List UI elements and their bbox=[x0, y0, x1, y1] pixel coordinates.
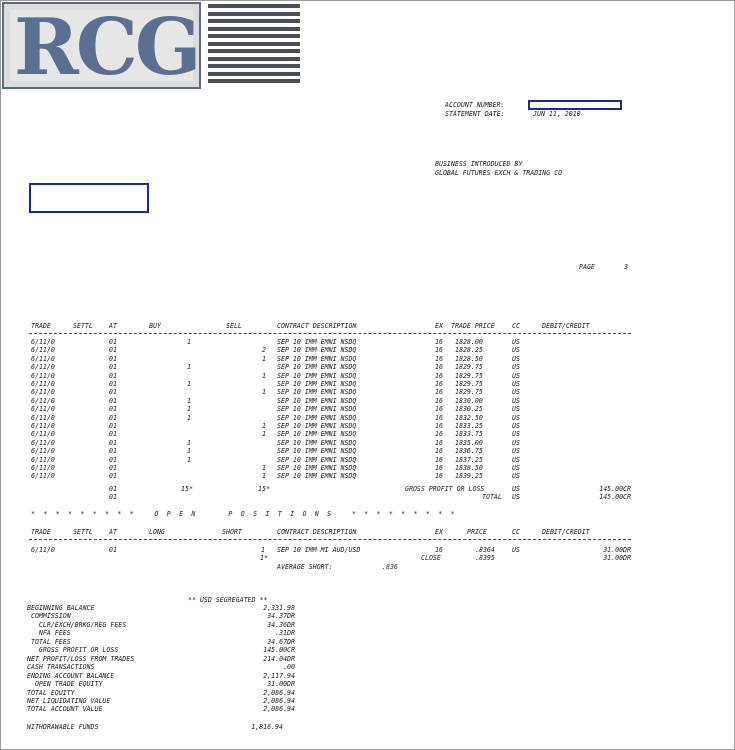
total-cc: US bbox=[512, 493, 520, 501]
trades-header-rule bbox=[29, 333, 631, 336]
summary-label: GROSS PROFIT OR LOSS bbox=[27, 646, 119, 655]
table-row bbox=[1, 447, 735, 455]
summary-line bbox=[1, 697, 735, 705]
header-buy: BUY bbox=[149, 322, 161, 330]
ex-cell: 16 bbox=[435, 396, 443, 405]
open-cc: US bbox=[512, 546, 520, 554]
cc-cell: US bbox=[512, 396, 520, 405]
cc-cell: US bbox=[512, 472, 520, 481]
header-cc: CC bbox=[512, 322, 520, 330]
buy-cell: 1 bbox=[187, 447, 191, 456]
summary-label: COMMISSION bbox=[27, 612, 71, 621]
table-row bbox=[1, 456, 735, 464]
open-close-row bbox=[1, 554, 735, 562]
sell-cell: 1 bbox=[262, 371, 266, 380]
price-cell: 1829.75 bbox=[455, 371, 483, 380]
ex-cell: 16 bbox=[435, 405, 443, 414]
summary-label: NET PROFIT/LOSS FROM TRADES bbox=[27, 654, 135, 663]
ex-cell: 16 bbox=[435, 388, 443, 397]
price-cell: 1829.75 bbox=[455, 380, 483, 388]
summary-value: 2,331.98 bbox=[263, 604, 295, 612]
sell-cell: 1 bbox=[262, 430, 266, 439]
desc-cell: SEP 10 IMM EMNI NSDQ bbox=[277, 396, 357, 405]
summary-label: TOTAL EQUITY bbox=[27, 688, 75, 697]
summary-line bbox=[1, 680, 735, 688]
close-label: CLOSE bbox=[421, 554, 441, 562]
statement-date: JUN 11, 2010 bbox=[533, 110, 581, 118]
ex-cell: 16 bbox=[435, 438, 443, 447]
at-cell: 01 bbox=[109, 438, 117, 447]
cc-cell: US bbox=[512, 430, 520, 439]
price-cell: 1839.25 bbox=[455, 472, 483, 481]
open-amount: 31.00DR bbox=[603, 546, 631, 554]
cc-cell: US bbox=[512, 405, 520, 414]
ex-cell: 16 bbox=[435, 346, 443, 355]
gross-cc: US bbox=[512, 485, 520, 493]
cc-cell: US bbox=[512, 354, 520, 363]
average-short-row bbox=[1, 563, 735, 571]
total-label: TOTAL bbox=[482, 493, 502, 501]
at-cell: 01 bbox=[109, 346, 117, 355]
ex-cell: 16 bbox=[435, 455, 443, 464]
at-cell: 01 bbox=[109, 464, 117, 472]
desc-cell: SEP 10 IMM EMNI NSDQ bbox=[277, 438, 357, 447]
ex-cell: 16 bbox=[435, 338, 443, 346]
total-at: 01 bbox=[109, 493, 117, 501]
summary-value: 214.04DR bbox=[263, 654, 295, 663]
open-header-rule bbox=[29, 539, 631, 542]
summary-value: .31DR bbox=[275, 629, 295, 638]
open-price: .8364 bbox=[475, 546, 495, 554]
sell-cell: 1 bbox=[262, 422, 266, 430]
header-settl: SETTL bbox=[73, 322, 93, 330]
buy-cell: 1 bbox=[187, 455, 191, 464]
table-row bbox=[1, 346, 735, 354]
price-cell: 1829.75 bbox=[455, 388, 483, 397]
table-row bbox=[1, 388, 735, 396]
trade-cell: 6/11/0 bbox=[31, 380, 55, 388]
cc-cell: US bbox=[512, 346, 520, 355]
table-row bbox=[1, 372, 735, 380]
open-at: 01 bbox=[109, 546, 117, 554]
header-sell: SELL bbox=[226, 322, 242, 330]
trade-cell: 6/11/0 bbox=[31, 338, 55, 346]
average-label: AVERAGE SHORT: bbox=[277, 563, 333, 571]
at-cell: 01 bbox=[109, 430, 117, 439]
table-row bbox=[1, 355, 735, 363]
introduced-line1: BUSINESS INTRODUCED BY bbox=[435, 160, 523, 168]
desc-cell: SEP 10 IMM EMNI NSDQ bbox=[277, 430, 357, 439]
trade-cell: 6/11/0 bbox=[31, 455, 55, 464]
summary-line bbox=[1, 604, 735, 612]
header-price: TRADE PRICE bbox=[451, 322, 495, 330]
gross-amount: 145.00CR bbox=[599, 485, 631, 493]
summary-line bbox=[1, 705, 735, 713]
header-at: AT bbox=[109, 322, 117, 330]
price-cell: 1828.50 bbox=[455, 354, 483, 363]
open-trade: 6/11/0 bbox=[31, 546, 55, 554]
at-cell: 01 bbox=[109, 396, 117, 405]
logo-stripes bbox=[208, 4, 300, 90]
gross-label: GROSS PROFIT OR LOSS bbox=[405, 485, 485, 493]
cc-cell: US bbox=[512, 388, 520, 397]
table-row bbox=[1, 439, 735, 447]
summary-label: ENDING ACCOUNT BALANCE bbox=[27, 671, 115, 680]
open-desc: SEP 10 IMM MI AUD/USD bbox=[277, 546, 361, 554]
at-cell: 01 bbox=[109, 447, 117, 456]
open-header-trade: TRADE bbox=[31, 528, 51, 536]
withdrawable-value: 1,816.94 bbox=[251, 723, 283, 731]
summary-line bbox=[1, 663, 735, 671]
price-cell: 1829.75 bbox=[455, 363, 483, 372]
desc-cell: SEP 10 IMM EMNI NSDQ bbox=[277, 472, 357, 481]
at-cell: 01 bbox=[109, 338, 117, 346]
open-header-at: AT bbox=[109, 528, 117, 536]
price-cell: 1828.25 bbox=[455, 346, 483, 355]
open-short: 1 bbox=[261, 546, 265, 554]
buy-cell: 1 bbox=[187, 396, 191, 405]
close-amount: 31.00DR bbox=[603, 554, 631, 562]
account-number-label: ACCOUNT NUMBER: bbox=[445, 101, 505, 109]
trade-cell: 6/11/0 bbox=[31, 363, 55, 372]
summary-value: 34.67DR bbox=[267, 637, 295, 646]
summary-label: TOTAL FEES bbox=[27, 637, 71, 646]
summary-line bbox=[1, 612, 735, 620]
totals-buy: 15* bbox=[181, 485, 193, 493]
summary-value: .00 bbox=[283, 663, 295, 672]
trades-header bbox=[1, 322, 735, 331]
open-header-debit: DEBIT/CREDIT bbox=[542, 528, 590, 536]
statement-date-label: STATEMENT DATE: bbox=[445, 110, 505, 118]
summary-label: CASH TRANSACTIONS bbox=[27, 663, 95, 672]
header-desc: CONTRACT DESCRIPTION bbox=[277, 322, 357, 330]
buy-cell: 1 bbox=[187, 380, 191, 388]
at-cell: 01 bbox=[109, 472, 117, 481]
desc-cell: SEP 10 IMM EMNI NSDQ bbox=[277, 422, 357, 430]
price-cell: 1835.00 bbox=[455, 438, 483, 447]
buy-cell: 1 bbox=[187, 438, 191, 447]
summary-label: OPEN TRADE EQUITY bbox=[27, 680, 103, 689]
table-row bbox=[1, 472, 735, 480]
buy-cell: 1 bbox=[187, 338, 191, 346]
open-header-price: PRICE bbox=[467, 528, 487, 536]
trade-cell: 6/11/0 bbox=[31, 346, 55, 355]
trade-cell: 6/11/0 bbox=[31, 371, 55, 380]
summary-line bbox=[1, 629, 735, 637]
ex-cell: 16 bbox=[435, 354, 443, 363]
trade-cell: 6/11/0 bbox=[31, 388, 55, 397]
cc-cell: US bbox=[512, 371, 520, 380]
ex-cell: 16 bbox=[435, 430, 443, 439]
desc-cell: SEP 10 IMM EMNI NSDQ bbox=[277, 371, 357, 380]
summary-label: NET LIQUIDATING VALUE bbox=[27, 696, 111, 705]
desc-cell: SEP 10 IMM EMNI NSDQ bbox=[277, 346, 357, 355]
price-cell: 1837.25 bbox=[455, 455, 483, 464]
header-debit: DEBIT/CREDIT bbox=[542, 322, 590, 330]
buy-cell: 1 bbox=[187, 413, 191, 422]
withdrawable-label: WITHDRAWABLE FUNDS bbox=[27, 723, 99, 731]
table-row bbox=[1, 422, 735, 430]
trade-cell: 6/11/0 bbox=[31, 405, 55, 414]
table-row bbox=[1, 397, 735, 405]
redacted-address-box bbox=[29, 183, 149, 213]
redacted-account-number bbox=[528, 100, 622, 110]
rcg-logo bbox=[2, 2, 201, 93]
header-trade: TRADE bbox=[31, 322, 51, 330]
trade-cell: 6/11/0 bbox=[31, 430, 55, 439]
desc-cell: SEP 10 IMM EMNI NSDQ bbox=[277, 405, 357, 414]
summary-label: NFA FEES bbox=[27, 629, 71, 638]
page-label: PAGE bbox=[579, 263, 595, 271]
open-header-long: LONG bbox=[149, 528, 165, 536]
summary-value: 2,086.94 bbox=[263, 696, 295, 705]
summary-label: TOTAL ACCOUNT VALUE bbox=[27, 705, 103, 714]
sell-cell: 1 bbox=[262, 464, 266, 472]
cc-cell: US bbox=[512, 455, 520, 464]
summary-line bbox=[1, 638, 735, 646]
open-header-settl: SETTL bbox=[73, 528, 93, 536]
trade-cell: 6/11/0 bbox=[31, 422, 55, 430]
ex-cell: 16 bbox=[435, 363, 443, 372]
logo-text: RCG bbox=[14, 2, 199, 93]
summary-line bbox=[1, 655, 735, 663]
at-cell: 01 bbox=[109, 413, 117, 422]
price-cell: 1830.00 bbox=[455, 396, 483, 405]
desc-cell: SEP 10 IMM EMNI NSDQ bbox=[277, 447, 357, 456]
cc-cell: US bbox=[512, 380, 520, 388]
price-cell: 1832.50 bbox=[455, 413, 483, 422]
trade-cell: 6/11/0 bbox=[31, 396, 55, 405]
ex-cell: 16 bbox=[435, 464, 443, 472]
desc-cell: SEP 10 IMM EMNI NSDQ bbox=[277, 388, 357, 397]
at-cell: 01 bbox=[109, 380, 117, 388]
at-cell: 01 bbox=[109, 371, 117, 380]
open-header-short: SHORT bbox=[222, 528, 242, 536]
trade-cell: 6/11/0 bbox=[31, 413, 55, 422]
cc-cell: US bbox=[512, 363, 520, 372]
table-row bbox=[1, 380, 735, 388]
summary-line bbox=[1, 689, 735, 697]
withdrawable-row bbox=[1, 723, 735, 731]
cc-cell: US bbox=[512, 447, 520, 456]
totals-sell: 15* bbox=[258, 485, 270, 493]
summary-label: CLR/EXCH/BRKG/REG FEES bbox=[27, 620, 127, 629]
cc-cell: US bbox=[512, 438, 520, 447]
desc-cell: SEP 10 IMM EMNI NSDQ bbox=[277, 354, 357, 363]
ex-cell: 16 bbox=[435, 380, 443, 388]
summary-value: 2,117.94 bbox=[263, 671, 295, 680]
sell-cell: 1 bbox=[262, 388, 266, 397]
sell-cell: 2 bbox=[262, 346, 266, 355]
table-row bbox=[1, 430, 735, 438]
trade-cell: 6/11/0 bbox=[31, 464, 55, 472]
table-row bbox=[1, 464, 735, 472]
ex-cell: 16 bbox=[435, 447, 443, 456]
at-cell: 01 bbox=[109, 388, 117, 397]
summary-line bbox=[1, 621, 735, 629]
open-ex: 16 bbox=[435, 546, 443, 554]
summary-title: ** USD SEGREGATED ** bbox=[188, 596, 268, 604]
summary-line bbox=[1, 646, 735, 654]
total-amount: 145.00CR bbox=[599, 493, 631, 501]
ex-cell: 16 bbox=[435, 472, 443, 481]
header-ex: EX bbox=[435, 322, 443, 330]
at-cell: 01 bbox=[109, 422, 117, 430]
summary-line bbox=[1, 672, 735, 680]
trades-total-row bbox=[1, 493, 735, 501]
price-cell: 1830.25 bbox=[455, 405, 483, 414]
summary-value: 34.36DR bbox=[267, 620, 295, 629]
page-number: 3 bbox=[624, 263, 628, 271]
at-cell: 01 bbox=[109, 405, 117, 414]
trade-cell: 6/11/0 bbox=[31, 472, 55, 481]
summary-value: 145.00CR bbox=[263, 646, 295, 655]
desc-cell: SEP 10 IMM EMNI NSDQ bbox=[277, 338, 357, 346]
close-short: 1* bbox=[260, 554, 268, 562]
ex-cell: 16 bbox=[435, 422, 443, 430]
table-row bbox=[1, 363, 735, 371]
trade-cell: 6/11/0 bbox=[31, 438, 55, 447]
table-row bbox=[1, 338, 735, 346]
open-header bbox=[1, 528, 735, 537]
desc-cell: SEP 10 IMM EMNI NSDQ bbox=[277, 380, 357, 388]
totals-at: 01 bbox=[109, 485, 117, 493]
desc-cell: SEP 10 IMM EMNI NSDQ bbox=[277, 455, 357, 464]
desc-cell: SEP 10 IMM EMNI NSDQ bbox=[277, 413, 357, 422]
trade-cell: 6/11/0 bbox=[31, 354, 55, 363]
at-cell: 01 bbox=[109, 455, 117, 464]
price-cell: 1833.25 bbox=[455, 422, 483, 430]
close-price: .8395 bbox=[475, 554, 495, 562]
open-header-ex: EX bbox=[435, 528, 443, 536]
summary-value: 34.37DR bbox=[267, 612, 295, 621]
introduced-line2: GLOBAL FUTURES EXCH & TRADING CO bbox=[435, 169, 563, 177]
summary-value: 2,086.94 bbox=[263, 688, 295, 697]
desc-cell: SEP 10 IMM EMNI NSDQ bbox=[277, 363, 357, 372]
open-positions-banner: * * * * * * * * * O P E N P O S I T I O N S * * * * * * * * * bbox=[31, 510, 457, 518]
cc-cell: US bbox=[512, 338, 520, 346]
price-cell: 1833.75 bbox=[455, 430, 483, 439]
price-cell: 1828.00 bbox=[455, 338, 483, 346]
table-row bbox=[1, 414, 735, 422]
cc-cell: US bbox=[512, 413, 520, 422]
sell-cell: 1 bbox=[262, 354, 266, 363]
sell-cell: 1 bbox=[262, 472, 266, 481]
at-cell: 01 bbox=[109, 354, 117, 363]
price-cell: 1838.50 bbox=[455, 464, 483, 472]
ex-cell: 16 bbox=[435, 371, 443, 380]
table-row bbox=[1, 405, 735, 413]
cc-cell: US bbox=[512, 464, 520, 472]
ex-cell: 16 bbox=[435, 413, 443, 422]
desc-cell: SEP 10 IMM EMNI NSDQ bbox=[277, 464, 357, 472]
buy-cell: 1 bbox=[187, 363, 191, 372]
buy-cell: 1 bbox=[187, 405, 191, 414]
open-header-cc: CC bbox=[512, 528, 520, 536]
price-cell: 1836.75 bbox=[455, 447, 483, 456]
average-value: .836 bbox=[382, 563, 398, 571]
trade-cell: 6/11/0 bbox=[31, 447, 55, 456]
cc-cell: US bbox=[512, 422, 520, 430]
summary-value: 2,086.94 bbox=[263, 705, 295, 714]
summary-label: BEGINNING BALANCE bbox=[27, 604, 95, 612]
open-header-desc: CONTRACT DESCRIPTION bbox=[277, 528, 357, 536]
at-cell: 01 bbox=[109, 363, 117, 372]
summary-value: 31.00DR bbox=[267, 680, 295, 689]
